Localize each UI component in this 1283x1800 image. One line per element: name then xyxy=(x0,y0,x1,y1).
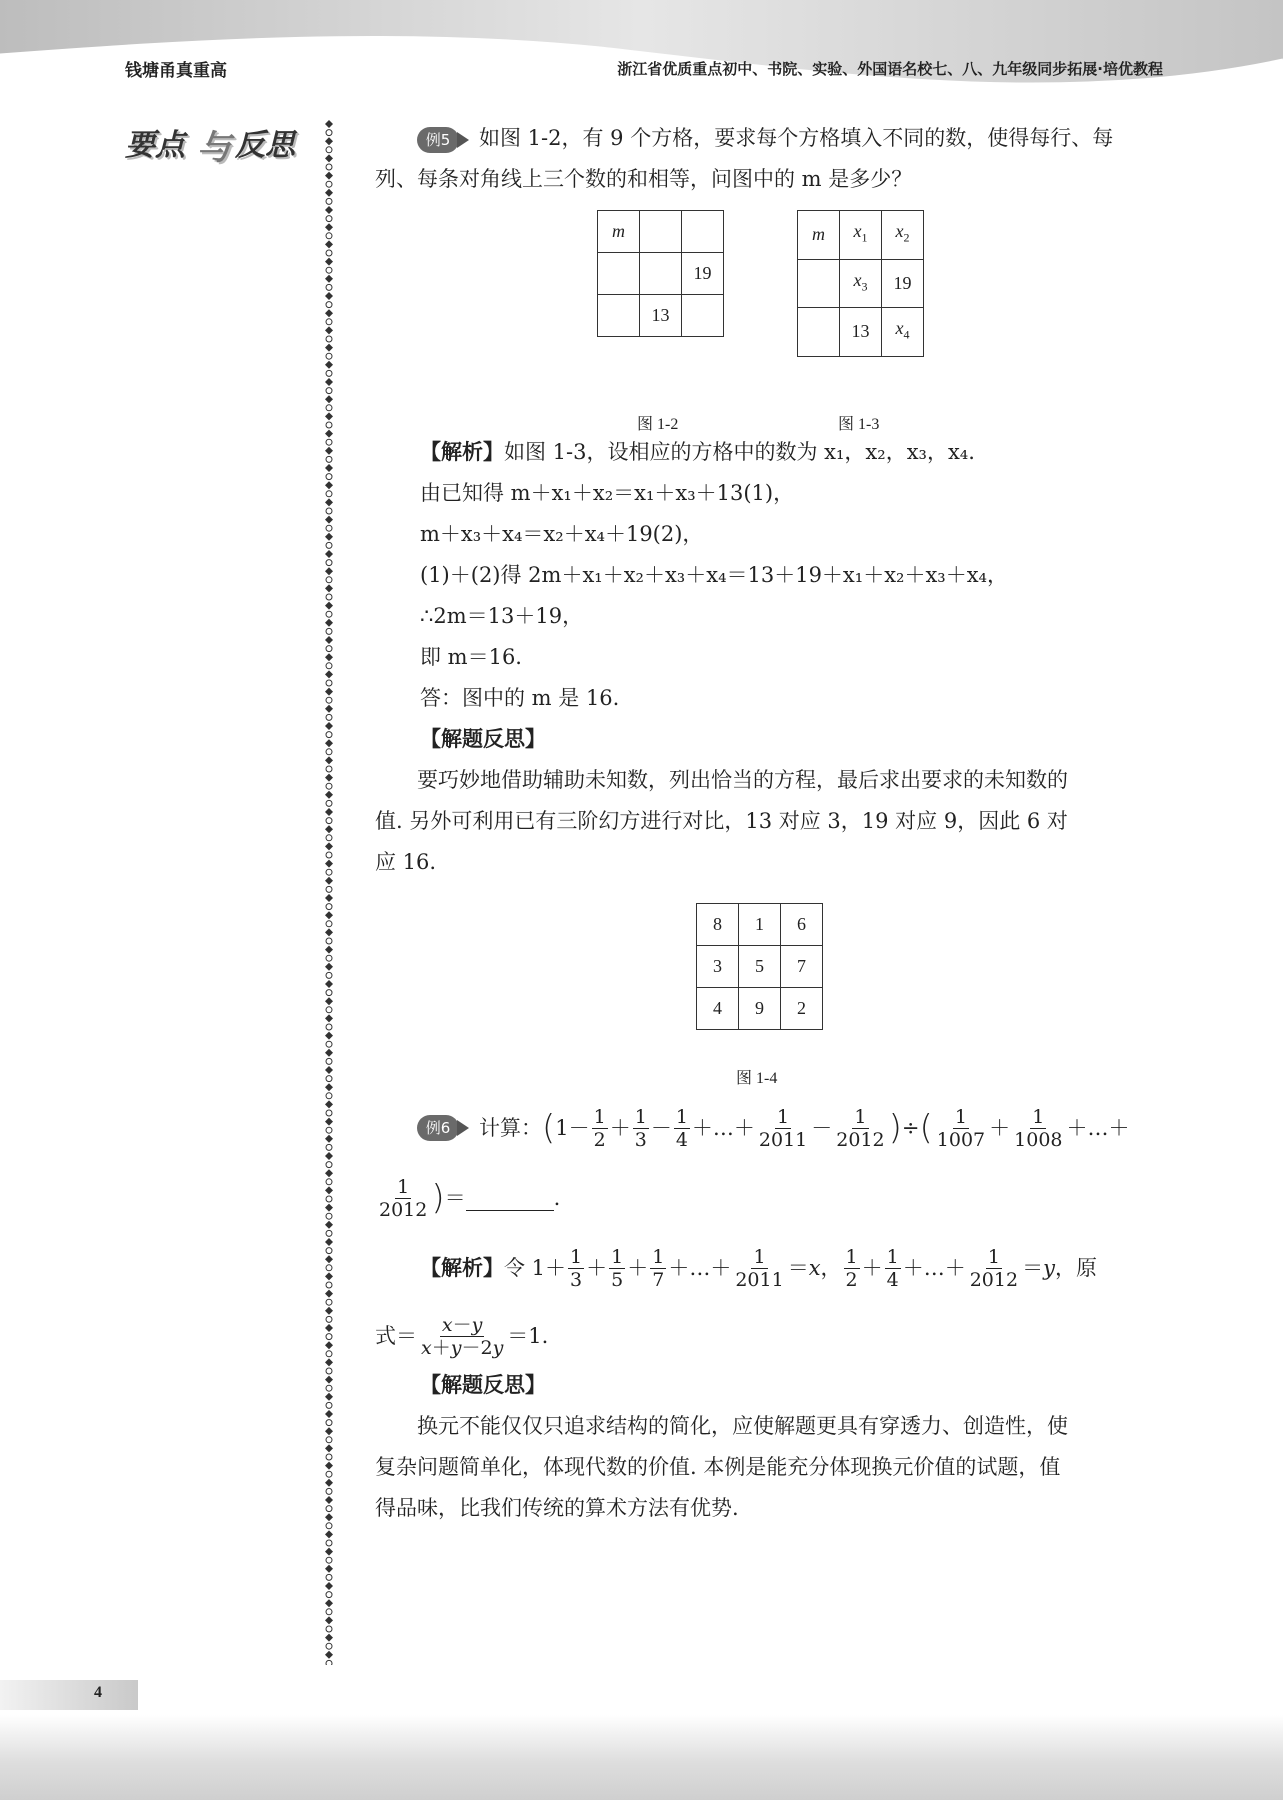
figure-1-3-grid: m $x_1$ $x_2$ $x_3$ 19 13 $x_4$ xyxy=(797,210,924,357)
figure-1-3-caption: 图 1-3 xyxy=(838,416,880,433)
figure-1-4-grid: 8 1 6 3 5 7 4 9 2 xyxy=(696,903,823,1030)
decorative-diamond-border xyxy=(322,120,336,1665)
example6-expression-cont: $\frac{1}{2012}$ ) ＝ . xyxy=(379,1175,561,1221)
example5-analysis-line2: 由已知得 m＋x₁＋x₂＝x₁＋x₃＋13(1)， xyxy=(420,481,795,505)
figure-1-4 xyxy=(375,883,1147,1093)
example5-reflect-heading: 【解题反思】 xyxy=(420,727,546,751)
side-logo xyxy=(125,120,300,166)
example5-line2: 列、每条对角线上三个数的和相等，问图中的 m 是多少？ xyxy=(375,167,913,191)
example5-analysis-line5: ∴2m＝13＋19， xyxy=(420,604,584,628)
header-left-title: 钱塘甬真重高 xyxy=(125,61,227,81)
figure-1-2-grid: m 19 13 xyxy=(597,210,724,337)
example6-analysis-line2: 式＝ $\frac{x-y}{x+y-2y}$ ＝1. xyxy=(375,1313,549,1359)
example5-reflect-line2: 值. 另外可利用已有三阶幻方进行对比，13 对应 3，19 对应 9，因此 6 对 xyxy=(375,809,1068,833)
example6-analysis-line1: 【解析】 令 1＋ $\frac{1}{3}$ ＋ $\frac{1}{5}$ ＋ $\frac{1}{7}$ ＋…＋ $\frac{1}{2011}$ ＝ x ， $\frac{1}{2}$ ＋ $\frac{1}{4}$ ＋…＋ $\frac{1}{2012}$ ＝ y ，原 xyxy=(420,1245,1097,1291)
page-number-tab xyxy=(0,1680,138,1710)
example6-reflect-line1: 换元不能仅仅只追求结构的简化，应使解题更具有穿透力、创造性，使 xyxy=(417,1414,1068,1438)
answer-blank[interactable] xyxy=(466,1186,554,1211)
example5-analysis-line4: (1)＋(2)得 2m＋x₁＋x₂＋x₃＋x₄＝13＋19＋x₁＋x₂＋x₃＋x₄， xyxy=(420,563,1008,587)
figure-1-4-caption: 图 1-4 xyxy=(736,1070,778,1087)
header-swoosh xyxy=(0,0,1283,110)
example6-expression: 例6 计算： ( 1－ $\frac{1}{2}$ ＋ $\frac{1}{3}$ － $\frac{1}{4}$ ＋…＋ $\frac{1}{2011}$ － $\frac{1}{2012}$ ) ÷ ( $\frac{1}{1007}$ ＋ $\frac{1}{1008}$ ＋…＋ xyxy=(375,1099,1147,1157)
figure-1-2-caption: 图 1-2 xyxy=(637,416,679,433)
example5-analysis-line7: 答：图中的 m 是 16. xyxy=(420,686,620,710)
main-content xyxy=(375,118,1147,1529)
example6-badge: 例6 xyxy=(417,1114,473,1142)
side-logo-part3: 反思 xyxy=(235,128,295,163)
example6-reflect-heading: 【解题反思】 xyxy=(420,1373,546,1397)
example5-reflect-line1: 要巧妙地借助辅助未知数，列出恰当的方程，最后求出要求的未知数的 xyxy=(417,768,1068,792)
example5-analysis-line6: 即 m＝16. xyxy=(420,645,522,669)
example5-badge: 例5 xyxy=(417,126,473,154)
header-right-title: 浙江省优质重点初中、书院、实验、外国语名校七、八、九年级同步拓展·培优教程 xyxy=(617,60,1163,78)
page-number: 4 xyxy=(94,1684,102,1701)
figures-1-2-and-1-3 xyxy=(375,200,1147,432)
example6-reflect-line2: 复杂问题简单化，体现代数的价值. 本例是能充分体现换元价值的试题，值 xyxy=(375,1455,1061,1479)
example6-reflect-line3: 得品味，比我们传统的算术方法有优势. xyxy=(375,1496,739,1520)
example5-line1: 例5 如图 1-2，有 9 个方格，要求每个方格填入不同的数，使得每行、每 xyxy=(375,118,1147,159)
example5-reflect-line3: 应 16. xyxy=(375,850,437,874)
footer-band xyxy=(0,1715,1283,1800)
example5-analysis-line1: 【解析】如图 1-3，设相应的方格中的数为 x₁，x₂，x₃，x₄. xyxy=(420,440,975,464)
example5-analysis-line3: m＋x₃＋x₄＝x₂＋x₄＋19(2)， xyxy=(420,522,704,546)
side-logo-part1: 要点 xyxy=(125,128,185,163)
side-logo-part2: 与 xyxy=(197,128,231,168)
